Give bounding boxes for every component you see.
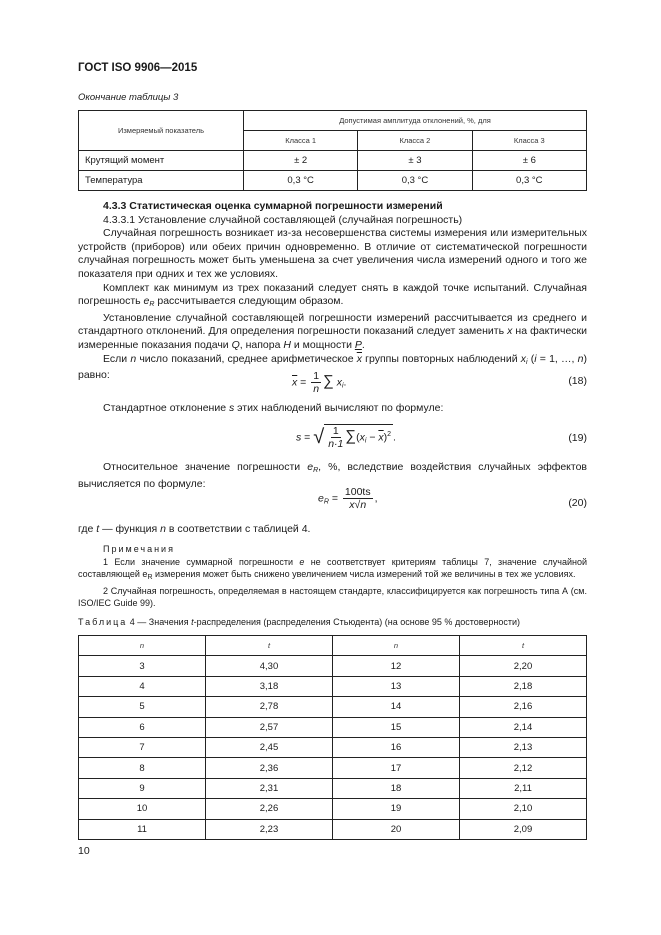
col-header-param: Измеряемый показатель [79,111,244,151]
table-row [79,799,587,819]
cell: 20 [333,819,460,839]
cell: 2,10 [460,799,587,819]
cell: 2,12 [460,758,587,778]
cell: 2,45 [206,737,333,757]
paragraph: Стандартное отклонение s этих наблюдений вычисляют по формуле: [103,402,444,414]
table3-caption: Окончание таблицы 3 [78,92,179,103]
table-row [79,819,587,839]
cell: 19 [333,799,460,819]
cell: 2,31 [206,778,333,798]
cell: 6 [79,717,206,737]
table-row [79,758,587,778]
cell: 2,20 [460,656,587,676]
paragraph: Случайная погрешность возникает из-за несовершенства системы измерения или измерительных устройств (приборов) или обеих причин одновременно. В отличие от систематической погрешности случайная погрешность может быть уменьшена за счет увеличения числа измерений одного и того же показателя при одних и тех же условиях. [78,227,587,280]
cell: ± 2 [244,151,358,171]
section-body [78,200,587,383]
paragraph: где t — функция n в соответствии с таблицей 4. [78,523,311,535]
cell: 2,14 [460,717,587,737]
cell: 9 [79,778,206,798]
paragraph: Относительное значение погрешности $e_R$, %, вследствие воздействия случайных эффектов вычисляется по формуле: [78,461,588,490]
cell: 0,3 °С [358,171,472,191]
paragraph: Установление случайной составляющей погрешности измерений рассчитывается из среднего и стандартного отклонений. Для определения погрешности показаний следует заменить x на фактически измеренные показания подачи Q, напора H и мощности P. [78,311,587,351]
col-header-class2: Класса 2 [358,131,472,151]
document-header: ГОСТ ISO 9906—2015 [78,62,198,74]
col-header-n: n [79,636,206,656]
table4-caption: Таблица 4 — Значения t-распределения (распределения Стьюдента) (на основе 95 % достоверности) [78,617,521,627]
formula-19: s = √ $\frac{1}{n\cdot 1}$ $\sum(x_i - \overline{x})^2$ . [296,425,396,450]
col-header-class3: Класса 3 [472,131,586,151]
cell: 14 [333,697,460,717]
formula-20: $e_R$ = $\frac{100ts}{x√n}$ , [318,486,378,511]
cell: 4,30 [206,656,333,676]
row-label: Крутящий момент [79,151,244,171]
cell: 0,3 °С [244,171,358,191]
equation-number: (19) [568,432,587,444]
notes [78,543,587,610]
col-header-class1: Класса 1 [244,131,358,151]
subsection-heading: 4.3.3.1 Установление случайной составляющей (случайная погрешность) [103,213,463,226]
cell: 3,18 [206,676,333,696]
note-1: 1 Если значение суммарной погрешности e не соответствует критериям таблицы 7, значение случайной составляющей $e_R$ измерения может быть снижено увеличением числа измерений той же величины в тех же условиях. [78,556,587,581]
cell: 2,57 [206,717,333,737]
cell: ± 3 [358,151,472,171]
table-row [79,737,587,757]
cell: 2,13 [460,737,587,757]
formula-18: $\overline{x}$ = $\frac{1}{n}$ ∑ $x_i$. [292,370,347,395]
cell: 10 [79,799,206,819]
cell: 8 [79,758,206,778]
cell: 0,3 °С [472,171,586,191]
notes-title: Примечания [103,544,175,554]
section-heading: 4.3.3 Статистическая оценка суммарной погрешности измерений [103,200,443,212]
cell: 2,36 [206,758,333,778]
cell: 2,11 [460,778,587,798]
cell: 17 [333,758,460,778]
table-row [79,656,587,676]
note-2: 2 Случайная погрешность, определяемая в настоящем стандарте, классифицируется как погрешность типа А (см. ISO/IEC Guide 99). [78,585,587,608]
cell: ± 6 [472,151,586,171]
paragraph: Комплект как минимум из трех показаний следует снять в каждой точке испытаний. Случайная погрешность $e_R$ рассчитывается следующим образом. [78,281,587,309]
equation-number: (18) [568,375,587,387]
row-label: Температура [79,171,244,191]
equation-number: (20) [568,497,587,509]
table-row [79,778,587,798]
table-3 [78,110,587,191]
table-row [79,717,587,737]
cell: 7 [79,737,206,757]
cell: 3 [79,656,206,676]
col-header-t: t [460,636,587,656]
table-row [79,151,587,171]
cell: 2,09 [460,819,587,839]
col-header-n: n [333,636,460,656]
paragraph: Если n число показаний, среднее арифметическое $\overline{x}$ группы повторных наблюдений $x_i$ (i = 1, …, n) равно: [78,352,587,382]
cell: 11 [79,819,206,839]
page-number: 10 [78,845,90,857]
cell: 16 [333,737,460,757]
cell: 2,78 [206,697,333,717]
cell: 13 [333,676,460,696]
cell: 12 [333,656,460,676]
cell: 2,26 [206,799,333,819]
table-4 [78,635,587,840]
cell: 2,16 [460,697,587,717]
table-row [79,171,587,191]
table-row [79,676,587,696]
table-row [79,697,587,717]
cell: 15 [333,717,460,737]
cell: 18 [333,778,460,798]
cell: 5 [79,697,206,717]
cell: 2,18 [460,676,587,696]
cell: 4 [79,676,206,696]
cell: 2,23 [206,819,333,839]
col-header-group: Допустимая амплитуда отклонений, %, для [244,111,587,131]
col-header-t: t [206,636,333,656]
